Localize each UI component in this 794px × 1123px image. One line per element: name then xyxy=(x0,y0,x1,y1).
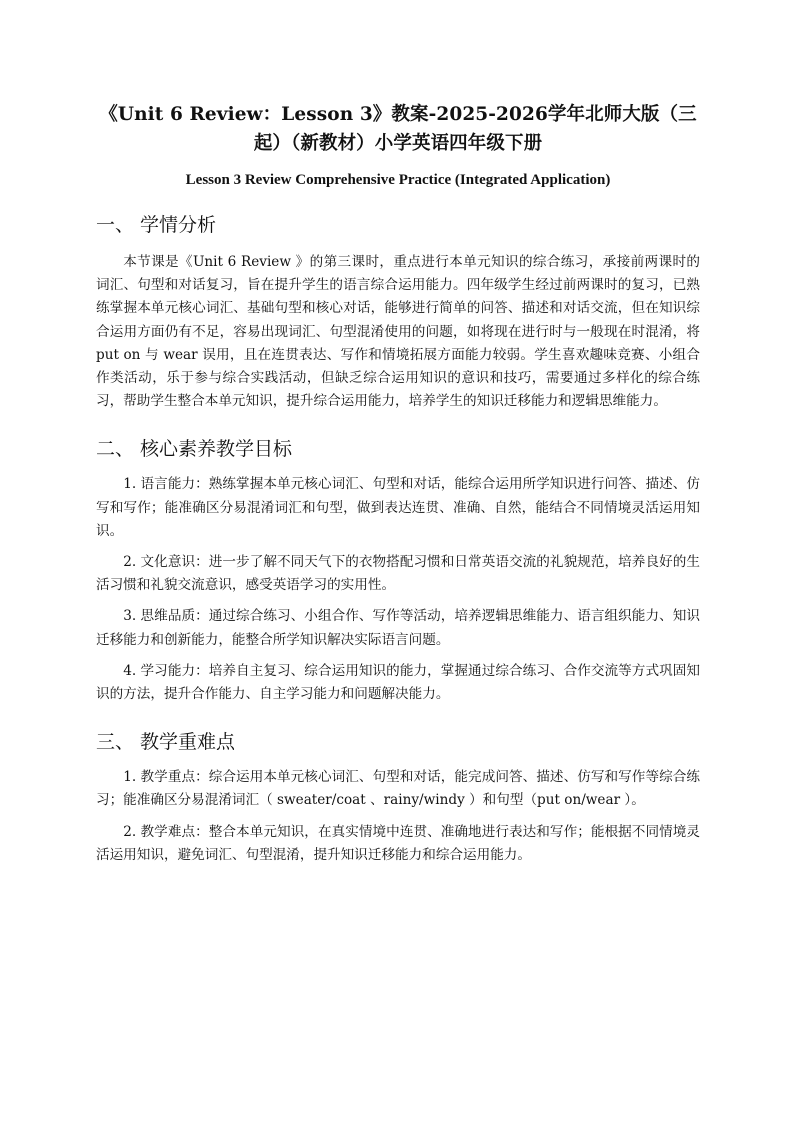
document-subtitle: Lesson 3 Review Comprehensive Practice (Integrated Application) xyxy=(185,172,611,188)
goal-item-language-ability: 1. 语言能力：熟练掌握本单元核心词汇、句型和对话，能综合运用所学知识进行问答、描述、仿写和写作；能准确区分易混淆词汇和句型，做到表达连贯、准确、自然，能结合不同情境灵活运用知识。 xyxy=(96,476,700,539)
section-heading-key-difficult-points: 三、 教学重难点 xyxy=(96,731,236,754)
document-title: 《Unit 6 Review：Lesson 3》教案-2025-2026学年北师大版（三起）（新教材）小学英语四年级下册 xyxy=(99,104,697,154)
section-heading-core-competency-goals: 二、 核心素养教学目标 xyxy=(96,438,293,461)
goal-item-cultural-awareness: 2. 文化意识：进一步了解不同天气下的衣物搭配习惯和日常英语交流的礼貌规范，培养良好的生活习惯和礼貌交流意识，感受英语学习的实用性。 xyxy=(96,554,700,594)
document-body xyxy=(96,100,700,867)
section-core-competency-goals xyxy=(96,435,700,706)
section-heading-learning-analysis: 一、 学情分析 xyxy=(96,214,217,236)
goal-item-thinking-quality: 3. 思维品质：通过综合练习、小组合作、写作等活动，培养逻辑思维能力、语言组织能力、知识迁移能力和创新能力，能整合所学知识解决实际语言问题。 xyxy=(96,608,700,648)
goal-item-learning-ability: 4. 学习能力：培养自主复习、综合运用知识的能力，掌握通过综合练习、合作交流等方式巩固知识的方法，提升合作能力、自主学习能力和问题解决能力。 xyxy=(96,662,700,703)
key-point-item: 1. 教学重点：综合运用本单元核心词汇、句型和对话，能完成问答、描述、仿写和写作等综合练习；能准确区分易混淆词汇（ sweater/coat 、rainy/windy ）和句型（put on/wear ）。 xyxy=(96,769,700,809)
section-learning-analysis xyxy=(96,211,700,413)
learning-analysis-paragraph: 本节课是《Unit 6 Review 》的第三课时，重点进行本单元知识的综合练习，承接前两课时的词汇、句型和对话复习，旨在提升学生的语言综合运用能力。四年级学生经过前两课时的复习，已熟练掌握本单元核心词汇、基础句型和核心对话，能够进行简单的问答、描述和对话交流，但在知识综合运用方面仍有不足，容易出现词汇、句型混淆使用的问题，如将现在进行时与一般现在时混淆，将 put on 与 wear 误用，且在连贯表达、写作和情境拓展方面能力较弱。学生喜欢趣味竞赛、小组合作类活动，乐于参与综合实践活动，但缺乏综合运用知识的意识和技巧，需要通过多样化的综合练习，帮助学生整合本单元知识，提升综合运用能力，培养学生的知识迁移能力和逻辑思维能力。 xyxy=(96,254,700,410)
difficult-point-item: 2. 教学难点：整合本单元知识，在真实情境中连贯、准确地进行表达和写作；能根据不同情境灵活运用知识，避免词汇、句型混淆，提升知识迁移能力和综合运用能力。 xyxy=(96,823,700,863)
section-key-difficult-points xyxy=(96,728,700,867)
